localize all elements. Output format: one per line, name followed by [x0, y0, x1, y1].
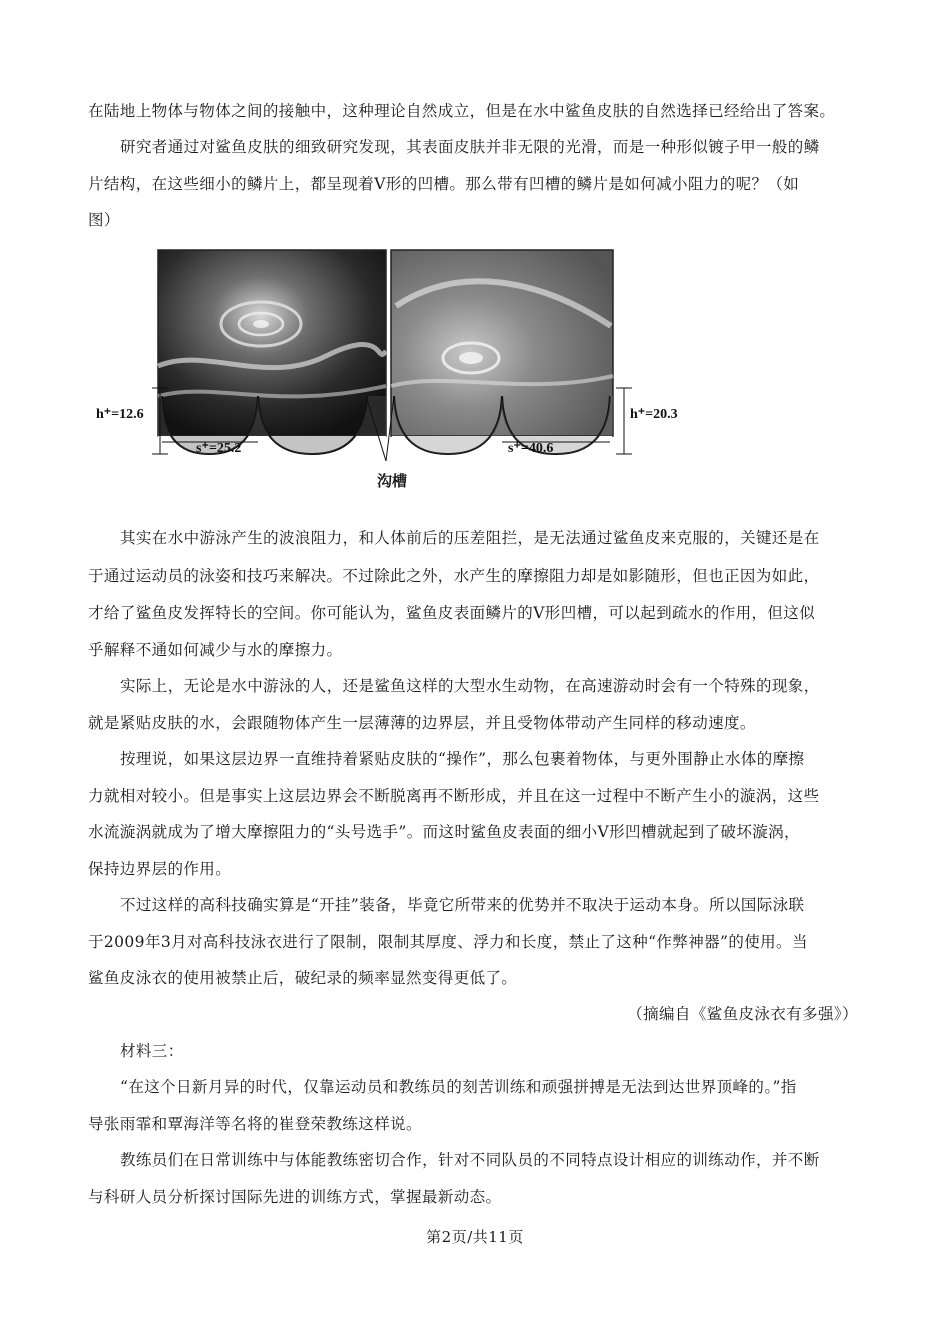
text-line: 教练员们在日常训练中与体能教练密切合作，针对不同队员的不同特点设计相应的训练动作，并不断: [120, 1151, 820, 1169]
text-line: 不过这样的高科技确实算是“开挂”装备，毕竟它所带来的优势并不取决于运动本身。所以国际泳联: [120, 896, 805, 914]
page-number: 第2页/共11页: [426, 1228, 524, 1246]
text-line: 导张雨霏和覃海洋等名将的崔登荣教练这样说。: [88, 1115, 422, 1133]
right-h-label: h⁺=20.3: [630, 407, 678, 422]
text-line: 乎解释不通如何减少与水的摩擦力。: [88, 641, 343, 659]
source-citation: （摘编自《鲨鱼皮泳衣有多强》）: [627, 1005, 858, 1023]
text-line: 水流漩涡就成为了增大摩擦阻力的“头号选手”。而这时鲨鱼皮表面的细小V形凹槽就起到了破坏漩涡，: [88, 823, 800, 841]
text-line: 其实在水中游泳产生的波浪阻力，和人体前后的压差阻拦，是无法通过鲨鱼皮来克服的，关键还是在: [120, 529, 820, 547]
text-line: 力就相对较小。但是事实上这层边界会不断脱离再不断形成，并且在这一过程中不断产生小的漩涡，这些: [88, 787, 820, 805]
text-line: 实际上，无论是水中游泳的人，还是鲨鱼这样的大型水生动物，在高速游动时会有一个特殊的现象，: [120, 677, 820, 695]
text-line: 于2009年3月对高科技泳衣进行了限制，限制其厚度、浮力和长度，禁止了这种“作弊神器”的使用。当: [88, 933, 808, 951]
text-line: 于通过运动员的泳姿和技巧来解决。不过除此之外，水产生的摩擦阻力却是如影随形，但也正因为如此，: [88, 567, 820, 585]
left-h-label: h⁺=12.6: [96, 407, 144, 422]
text-line: 与科研人员分析探讨国际先进的训练方式，掌握最新动态。: [88, 1188, 502, 1206]
text-line: 按理说，如果这层边界一直维持着紧贴皮肤的“操作”，那么包裹着物体，与更外围静止水体的摩擦: [120, 750, 805, 768]
flow-visualization-image: [96, 246, 696, 496]
text-line: 片结构，在这些细小的鳞片上，都呈现着V形的凹槽。那么带有凹槽的鳞片是如何减小阻力的呢？（如: [88, 175, 800, 193]
text-line: 保持边界层的作用。: [88, 860, 232, 878]
figure-caption: 沟槽: [376, 472, 407, 490]
right-s-label: s⁺=40.6: [508, 441, 554, 456]
text-line: 研究者通过对鲨鱼皮肤的细致研究发现，其表面皮肤并非无限的光滑，而是一种形似镀子甲一般的鳞: [120, 138, 820, 156]
text-line: 鲨鱼皮泳衣的使用被禁止后，破纪录的频率显然变得更低了。: [88, 969, 518, 987]
section-heading: 材料三：: [120, 1042, 184, 1060]
shark-skin-groove-figure: [96, 246, 696, 496]
left-s-label: s⁺=25.2: [196, 441, 242, 456]
text-line: 就是紧贴皮肤的水，会跟随物体产生一层薄薄的边界层，并且受物体带动产生同样的移动速度。: [88, 714, 756, 732]
text-line: 图）: [88, 211, 120, 229]
text-line: “在这个日新月异的时代，仅靠运动员和教练员的刻苦训练和顽强拼搏是无法到达世界顶峰的。”指: [120, 1078, 797, 1096]
text-line: 在陆地上物体与物体之间的接触中，这种理论自然成立，但是在水中鲨鱼皮肤的自然选择已经给出了答案。: [88, 102, 836, 120]
text-line: 才给了鲨鱼皮发挥特长的空间。你可能认为，鲨鱼皮表面鳞片的V形凹槽，可以起到疏水的作用，但这似: [88, 604, 816, 622]
